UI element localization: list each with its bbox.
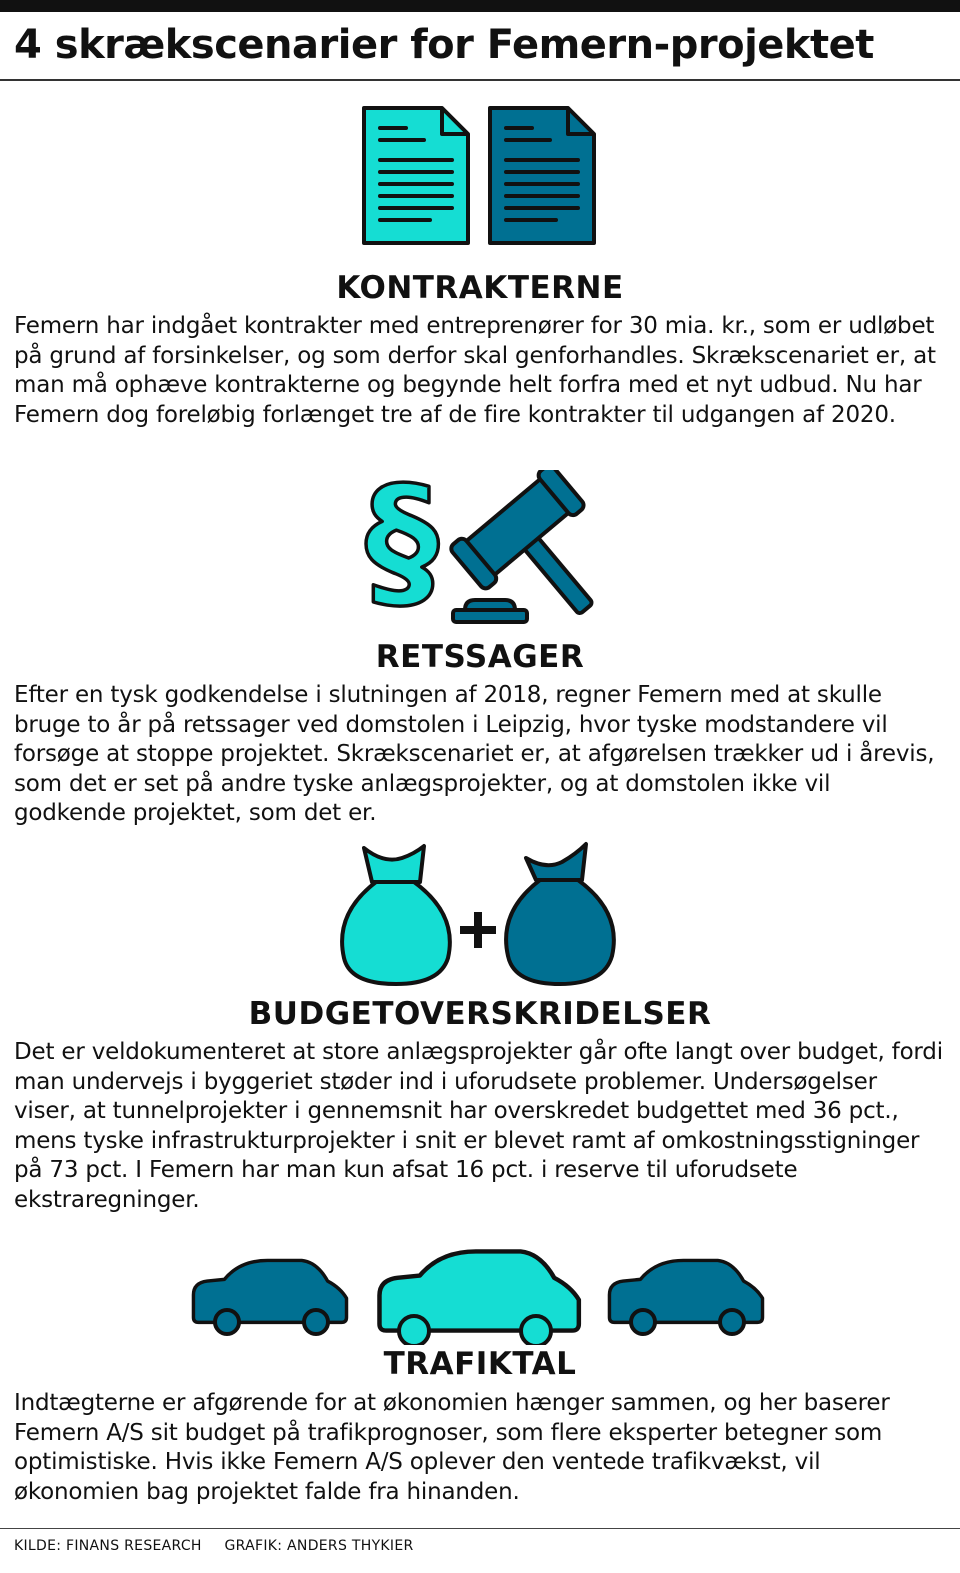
section-heading-traffic: TRAFIKTAL	[383, 1346, 577, 1382]
title-divider	[0, 79, 960, 81]
page-title: 4 skrækscenarier for Femern-projektet	[14, 22, 874, 68]
section-heading-budget: BUDGETOVERSKRIDELSER	[248, 996, 712, 1032]
section-text-budget: Det er veldokumenteret at store anlægsprojekter går ofte langt over budget, fordi man undervejs i byggeriet støder ind i uforudsete problemer. Undersøgelser viser, at tunnelprojekter i gennemsnit har overskredet budgettet med 36 pct., mens tyske infrastrukturprojekter i snit er blevet ramt af omkostningsstigninger på 73 pct. I Femern har man kun afsat 16 pct. i reserve til uforudsete ekstraregninger.	[14, 1039, 943, 1213]
svg-text:§: §	[365, 470, 439, 627]
footer-divider	[0, 1528, 960, 1529]
footer-credit: GRAFIK: ANDERS THYKIER	[224, 1538, 414, 1554]
section-text-lawsuits: Efter en tysk godkendelse i slutningen af 2018, regner Femern med at skulle bruge to år på retssager ved domstolen i Leipzig, hvor tyske modstandere vil forsøge at stoppe projektet. Skrækscenariet er, at afgørelsen trækker ud i årevis, som det er set på andre tyske anlægsprojekter, og at domstolen ikke vil godkende projektet, som det er.	[14, 682, 935, 827]
section-heading-contracts: KONTRAKTERNE	[336, 270, 624, 306]
section-text-traffic: Indtægterne er afgørende for at økonomien hænger sammen, og her baserer Femern A/S sit budget på trafikprognoser, som flere eksperter betegner som optimistiske. Hvis ikke Femern A/S oplever den ventede trafikvækst, vil økonomien bag projektet falde fra hinanden.	[14, 1390, 890, 1505]
contract-documents-icon	[350, 100, 610, 250]
section-heading-lawsuits: RETSSAGER	[375, 639, 585, 675]
footer-source: KILDE: FINANS RESEARCH	[14, 1538, 202, 1554]
paragraph-gavel-icon	[350, 470, 610, 630]
money-bags-icon	[330, 840, 630, 990]
footer	[14, 1536, 414, 1556]
cars-icon	[190, 1245, 770, 1345]
section-text-contracts: Femern har indgået kontrakter med entreprenører for 30 mia. kr., som er udløbet på grund af forsinkelser, og som derfor skal genforhandles. Skrækscenariet er, at man må ophæve kontrakterne og begynde helt forfra med et nyt udbud. Nu har Femern dog foreløbig forlænget tre af de fire kontrakter til udgangen af 2020.	[14, 313, 936, 428]
top-bar	[0, 0, 960, 12]
